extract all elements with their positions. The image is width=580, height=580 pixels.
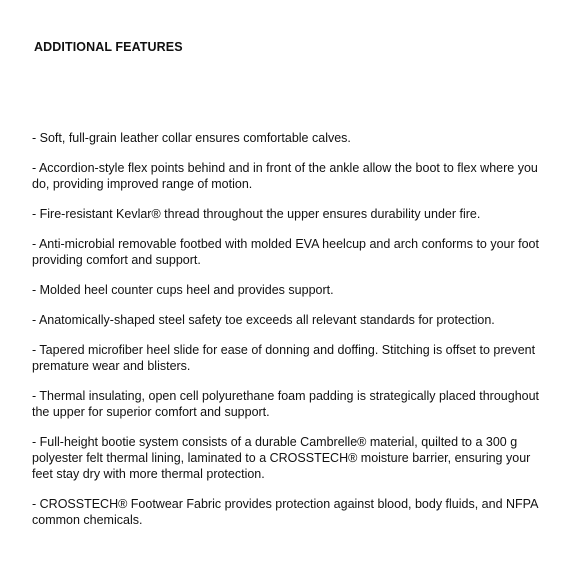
feature-item: - Molded heel counter cups heel and provides support. [32,283,334,297]
feature-item: - Tapered microfiber heel slide for ease of donning and doffing. Stitching is offset to prevent premature wear and blisters. [32,343,536,373]
feature-item: - Fire-resistant Kevlar® thread throughout the upper ensures durability under fire. [32,207,481,221]
feature-item: - Full-height bootie system consists of a durable Cambrelle® material, quilted to a 300 g polyester felt thermal lining, laminated to a CROSSTECH® moisture barrier, ensuring your feet stay dry with more thermal protection. [32,435,531,481]
feature-item: - Anatomically-shaped steel safety toe exceeds all relevant standards for protection. [32,313,495,327]
feature-item: - Thermal insulating, open cell polyurethane foam padding is strategically placed throughout the upper for superior comfort and support. [32,389,540,419]
section-heading: ADDITIONAL FEATURES [34,40,183,54]
feature-item: - CROSSTECH® Footwear Fabric provides protection against blood, body fluids, and NFPA common chemicals. [32,497,538,527]
feature-list [32,130,552,542]
feature-item: - Soft, full-grain leather collar ensures comfortable calves. [32,131,351,145]
feature-item: - Accordion-style flex points behind and in front of the ankle allow the boot to flex where you do, providing improved range of motion. [32,161,538,191]
feature-item: - Anti-microbial removable footbed with molded EVA heelcup and arch conforms to your foot providing comfort and support. [32,237,539,267]
